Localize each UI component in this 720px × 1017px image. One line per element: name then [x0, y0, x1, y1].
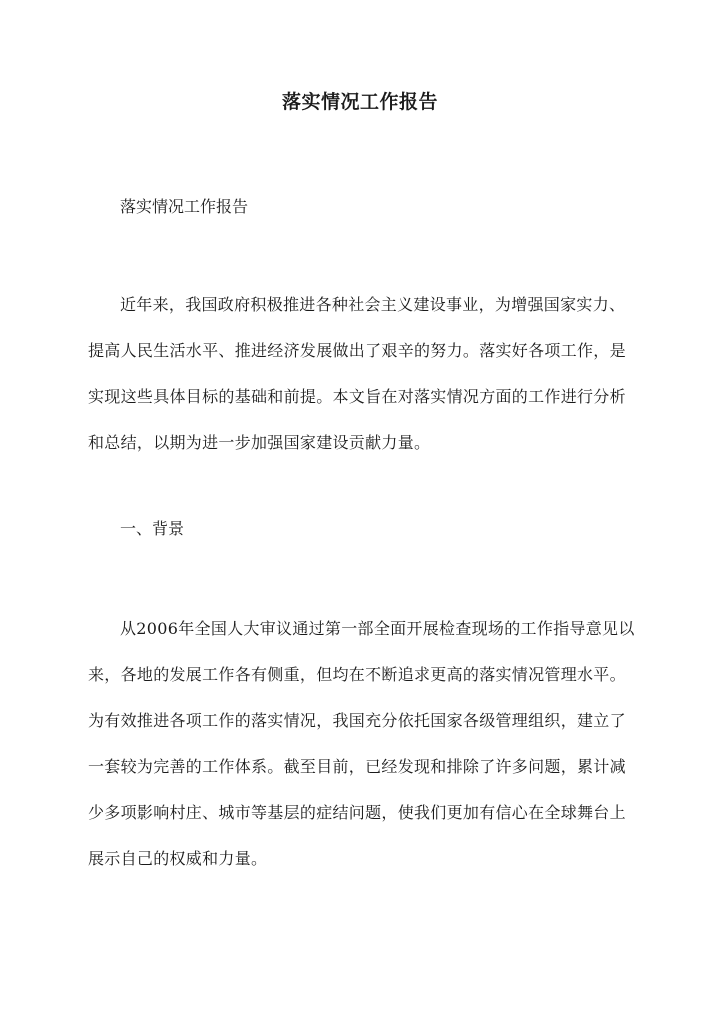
section-heading: 一、背景 [120, 519, 185, 538]
document-title: 落实情况工作报告 [281, 91, 438, 113]
document-subtitle: 落实情况工作报告 [120, 197, 249, 216]
section-paragraph: 从2006年全国人大审议通过第一部全面开展检查现场的工作指导意见以来，各地的发展工作各有侧重，但均在不断追求更高的落实情况管理水平。为有效推进各项工作的落实情况，我国充分依托国家各级管理组织，建立了一套较为完善的工作体系。截至目前，已经发现和排除了许多问题，累计减少多项影响村庄、城市等基层的症结问题，使我们更加有信心在全球舞台上展示自己的权威和力量。 [88, 619, 635, 868]
intro-paragraph: 近年来，我国政府积极推进各种社会主义建设事业，为增强国家实力、提高人民生活水平、推进经济发展做出了艰辛的努力。落实好各项工作，是实现这些具体目标的基础和前提。本文旨在对落实情况方面的工作进行分析和总结，以期为进一步加强国家建设贡献力量。 [88, 295, 626, 452]
